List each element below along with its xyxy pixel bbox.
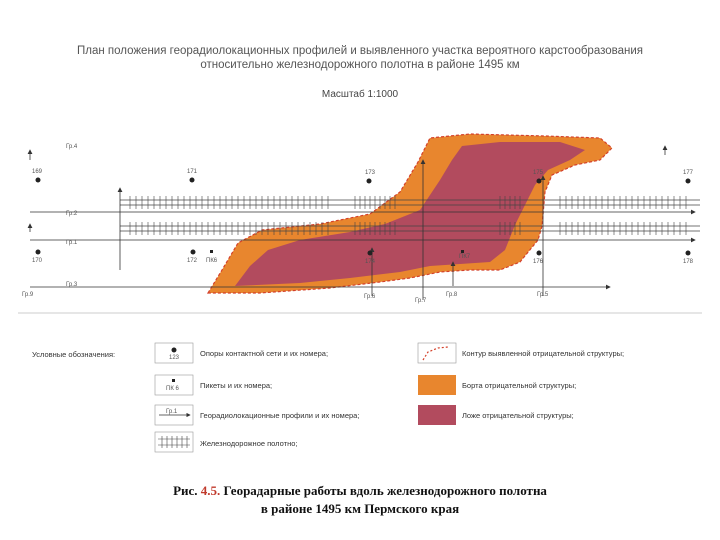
caption-prefix: Рис.	[173, 483, 201, 498]
pole-label-176: 176	[533, 259, 544, 265]
profile-label-gr6: Гр.6	[364, 294, 376, 300]
pole-label-170: 170	[32, 258, 43, 264]
caption-number: 4.5.	[200, 483, 221, 498]
legend-heading: Условные обозначения:	[32, 350, 116, 359]
scale-label: Масштаб 1:1000	[321, 89, 399, 100]
legend-item-profiles: Георадиолокационные профили и их номера;	[200, 411, 360, 420]
pole-label-177: 177	[683, 170, 694, 176]
legend-item-bed: Ложе отрицательной структуры;	[462, 411, 574, 420]
pole-label-172: 172	[187, 258, 198, 264]
title-line-1: План положения георадиолокационных профилей и выявленного участка вероятного карстообразования	[76, 45, 644, 57]
legend-item-poles: Опоры контактной сети и их номера;	[200, 349, 329, 358]
legend-pole-sample: 123	[169, 355, 180, 361]
legend-picket-box	[155, 375, 193, 395]
picket-label-pk6: ПК6	[206, 258, 218, 264]
profile-label-gr5: Гр.5	[537, 292, 549, 298]
title-line-2: относительно железнодорожного полотна в районе 1495 км	[200, 59, 520, 71]
picket-label-pk7: ПК7	[459, 254, 471, 260]
caption-text-1: Георадарные работы вдоль железнодорожного полотна	[220, 483, 547, 498]
legend-bed-swatch	[418, 405, 456, 425]
profile-label-gr7: Гр.7	[415, 298, 427, 304]
legend-item-pickets: Пикеты и их номера;	[200, 381, 273, 390]
profile-label-gr9: Гр.9	[22, 292, 34, 298]
legend-picket-icon	[172, 379, 175, 382]
pole-label-174: 174	[365, 259, 376, 265]
profile-label-gr3: Гр.3	[66, 282, 78, 288]
legend-rim-swatch	[418, 375, 456, 395]
caption-line-1	[0, 482, 720, 500]
legend-picket-sample: ПК 6	[166, 386, 179, 392]
legend-contour-icon	[423, 347, 448, 360]
legend-item-railway: Железнодорожное полотно;	[200, 439, 298, 448]
legend-profile-sample: Гр.1	[166, 409, 178, 415]
pole-label-173: 173	[365, 170, 376, 176]
profile-label-gr4: Гр.4	[66, 144, 78, 150]
profile-label-gr2: Гр.2	[66, 211, 78, 217]
caption-line-2: в районе 1495 км Пермского края	[260, 501, 460, 516]
legend-pole-icon	[172, 348, 177, 353]
pole-label-171: 171	[187, 169, 198, 175]
legend-item-rim: Борта отрицательной структуры;	[462, 381, 577, 390]
pole-label-178: 178	[683, 259, 694, 265]
pole-label-169: 169	[32, 169, 43, 175]
profile-label-gr8: Гр.8	[446, 292, 458, 298]
pole-label-175: 175	[533, 170, 544, 176]
legend-item-contour: Контур выявленной отрицательной структуры;	[462, 349, 625, 358]
legend-railway-icon	[158, 436, 190, 448]
profile-label-gr1: Гр.1	[66, 240, 78, 246]
